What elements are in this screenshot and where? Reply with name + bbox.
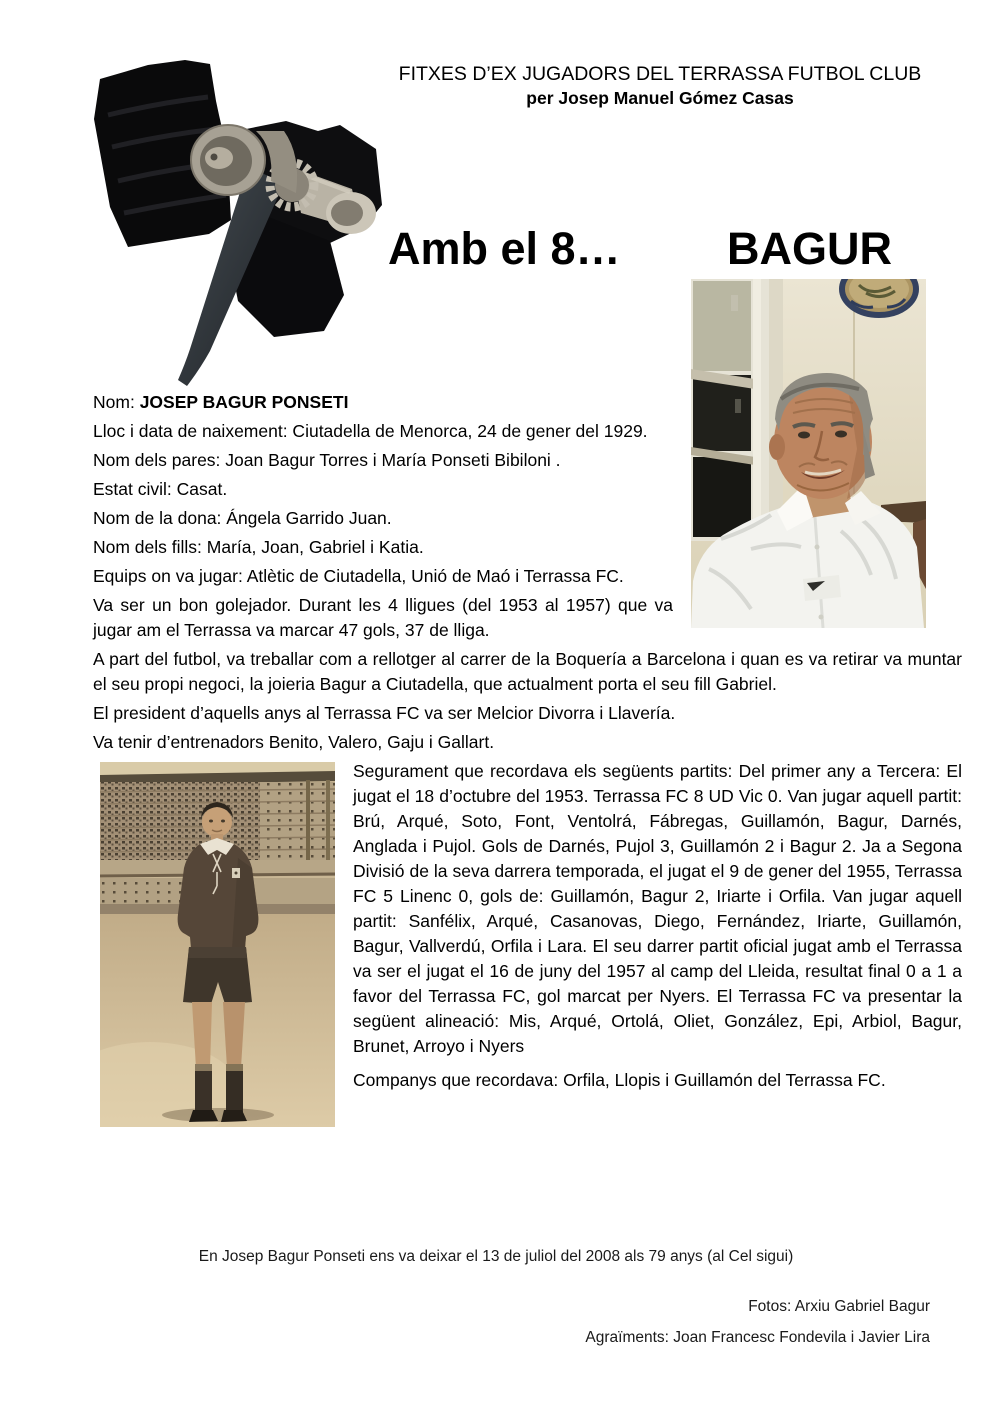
profile-line-teams: Equips on va jugar: Atlètic de Ciutadella, Unió de Maó i Terrassa FC. (93, 566, 624, 586)
bio-paragraph-job: A part del futbol, va treballar com a rellotger al carrer de la Boquería a Barcelona i quan es va retirar va muntar el seu propi negoci, la joieria Bagur a Ciutadella, que actualment porta el seu fill Gabriel. (93, 649, 962, 694)
bio-paragraph-coaches: Va tenir d’entrenadors Benito, Valero, Gaju i Gallart. (93, 732, 495, 752)
bio-paragraph-goals: Va ser un bon golejador. Durant les 4 lligues (del 1953 al 1957) que va jugar am el Terrassa va marcar 47 gols, 37 de lliga. (93, 595, 673, 640)
title-line-1: FITXES D’EX JUGADORS DEL TERRASSA FUTBOL CLUB (398, 63, 922, 85)
obituary-line: En Josep Bagur Ponseti ens va deixar el 13 de juliol del 2008 als 79 anys (al Cel sigui) (198, 1248, 794, 1265)
profile-nom-value: JOSEP BAGUR PONSETI (139, 392, 349, 412)
headline-bagur: BAGUR (727, 223, 892, 274)
headline-amb-el-8: Amb el 8… (388, 223, 621, 274)
player-photo-svg (100, 762, 335, 1127)
profile-nom-label: Nom: (93, 392, 140, 412)
acknowledgements-line: Agraïments: Joan Francesc Fondevila i Javier Lira (585, 1329, 930, 1346)
document-title (330, 62, 990, 110)
profile-line-civil: Estat civil: Casat. (93, 479, 228, 499)
profile-line-birth: Lloc i data de naixement: Ciutadella de Menorca, 24 de gener del 1929. (93, 421, 648, 441)
player-photo (100, 762, 335, 1127)
profile-line-parents: Nom dels pares: Joan Bagur Torres i María Ponseti Bibiloni . (93, 450, 561, 470)
bio-paragraph-president: El president d’aquells anys al Terrassa FC va ser Melcior Divorra i Llavería. (93, 703, 676, 723)
matches-paragraph: Segurament que recordava els següents partits: Del primer any a Tercera: El jugat el 18 d’octubre del 1953. Terrassa FC 8 UD Vic 0. Van jugar aquell partit: Brú, Arqué, Soto, Font, Ventolrá, Fábregas, Guillamón, Bagur, Darnés, Anglada i Pujol. Gols de Darnés, Pujol 3, Guillamón 2 i Bagur 2. Ja a Segona Divisió de la seva darrera temporada, el jugat el 9 de gener del 1955, Terrassa FC 5 Linenc 0, gols de: Guillamón, Bagur 2, Iriarte i Orfila. Van jugar aquell partit: Sanfélix, Arqué, Casanovas, Diego, Fernández, Iriarte, Guillamón, Bagur, Vallverdú, Orfila i Lara. El seu darrer partit oficial jugat amb el Terrassa va ser el jugat el 16 de juny del 1957 al camp del Lleida, resultat final 0 a 1 a favor del Terrassa FC, gol marcat per Nyers. El Terrassa FC va presentar la següent alineació: Mis, Arqué, Ortolá, Oliet, González, Epi, Arbiol, Bagur, Brunet, Arroyo i Nyers (353, 761, 962, 1056)
ceramic-plate (842, 279, 916, 315)
photos-credit-line: Fotos: Arxiu Gabriel Bagur (748, 1298, 930, 1315)
body-text (93, 390, 962, 1135)
title-line-2: per Josep Manuel Gómez Casas (526, 88, 794, 108)
profile-line-children: Nom dels fills: María, Joan, Gabriel i Katia. (93, 537, 424, 557)
companions-paragraph: Companys que recordava: Orfila, Llopis i Guillamón del Terrassa FC. (353, 1070, 886, 1090)
portrait-wrap-spacer (673, 390, 962, 628)
profile-line-wife: Nom de la dona: Ángela Garrido Juan. (93, 508, 392, 528)
